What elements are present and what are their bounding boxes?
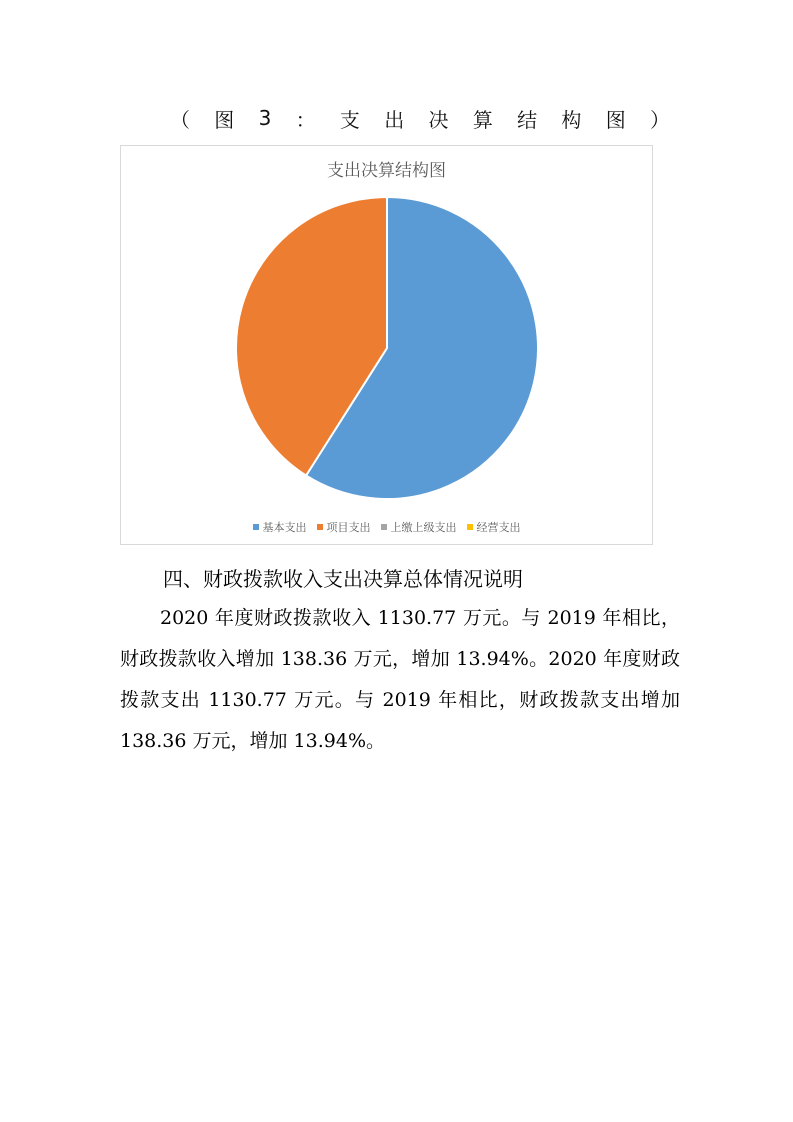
caption-char: ） (650, 107, 670, 132)
figure-caption (170, 104, 670, 132)
legend-label: 基本支出 (262, 521, 307, 534)
caption-char: 支 (339, 107, 360, 132)
legend-swatch (253, 524, 259, 530)
caption-char: 图 (605, 107, 626, 132)
legend-item (253, 519, 307, 535)
legend-swatch (381, 524, 387, 530)
caption-char: 算 (472, 107, 493, 132)
caption-char: 图 (214, 107, 235, 132)
legend-swatch (317, 524, 323, 530)
caption-char: 结 (517, 107, 538, 132)
pie-chart (120, 145, 653, 545)
legend-item (317, 519, 371, 535)
pie-plot-area (121, 146, 652, 544)
body-paragraph: 2020 年度财政拨款收入 1130.77 万元。与 2019 年相比，财政拨款收入增加 138.36 万元，增加 13.94%。2020 年度财政拨款支出 1130.77 万元。与 2019 年相比，财政拨款支出增加 138.36 万元，增加 13.94%。 (120, 607, 680, 752)
chart-title: 支出决算结构图 (327, 161, 446, 181)
caption-char: （ (170, 107, 190, 132)
caption-char: 构 (561, 107, 582, 132)
legend-swatch (467, 524, 473, 530)
legend-label: 项目支出 (326, 521, 371, 534)
legend-item (467, 519, 521, 535)
caption-char: 3 (258, 106, 272, 130)
caption-char: 出 (384, 107, 405, 132)
section-heading: 四、财政拨款收入支出决算总体情况说明 (163, 567, 523, 591)
legend-item (381, 519, 457, 535)
caption-char: 决 (428, 107, 449, 132)
legend-label: 经营支出 (476, 521, 521, 534)
legend-label: 上缴上级支出 (390, 521, 457, 534)
chart-legend (121, 519, 652, 535)
caption-char: ： (295, 107, 316, 132)
